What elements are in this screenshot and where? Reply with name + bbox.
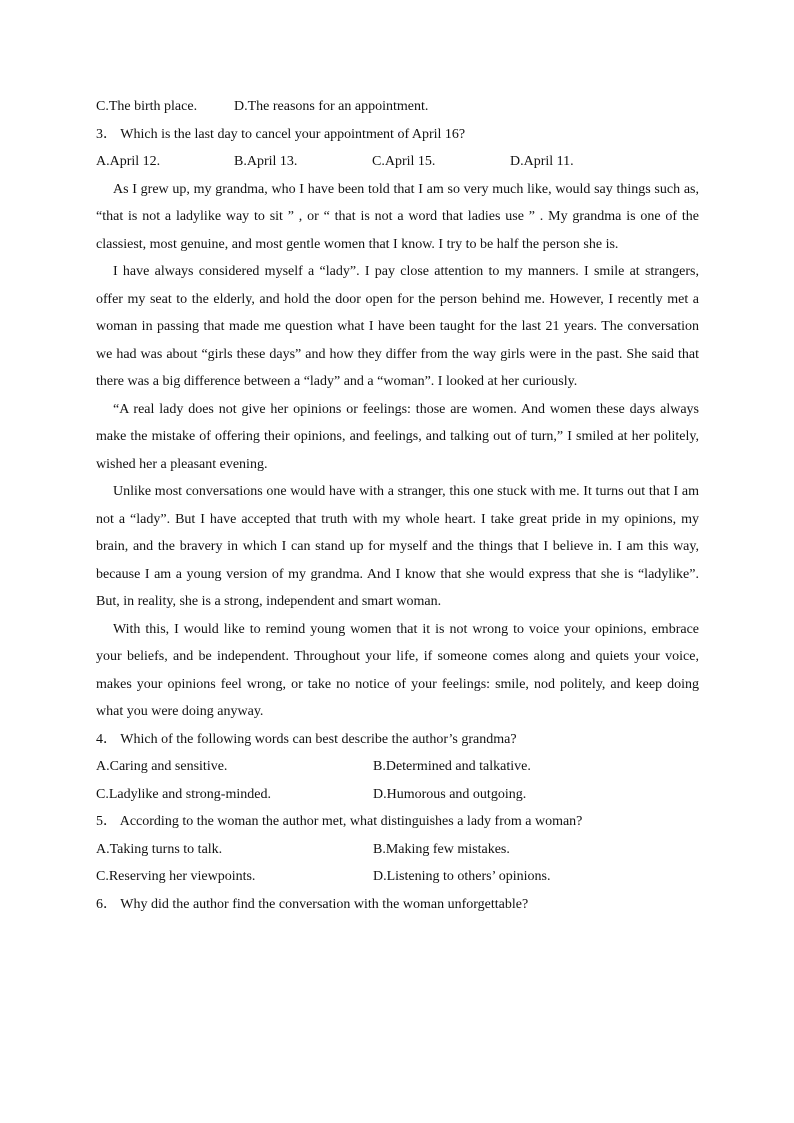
q3-question: 3． Which is the last day to cancel your appointment of April 16? xyxy=(96,126,466,142)
q5-option-d: D.Listening to others’ opinions. xyxy=(373,869,551,884)
q4-options-row-2 xyxy=(96,781,699,809)
q4-option-b: B.Determined and talkative. xyxy=(373,759,531,774)
q5-options-row-1 xyxy=(96,836,699,864)
q4-option-c: C.Ladylike and strong-minded. xyxy=(96,786,271,802)
q6-question: 6． Why did the author find the conversation with the woman unforgettable? xyxy=(96,896,529,912)
q4-option-a: A.Caring and sensitive. xyxy=(96,759,228,774)
q2-option-d: D.The reasons for an appointment. xyxy=(234,99,429,114)
q5-option-a: A.Taking turns to talk. xyxy=(96,841,223,857)
passage-paragraph-1: As I grew up, my grandma, who I have been told that I am so very much like, would say things such as, “that is not a ladylike way to sit ” , or “ that is not a word that ladies use ” . My grandma is one of the classiest, most genuine, and most gentle women that I know. I try to be half the person she is. xyxy=(96,181,699,252)
passage-paragraph-4: Unlike most conversations one would have with a stranger, this one stuck with me. It turns out that I am not a “lady”. But I have accepted that truth with my whole heart. I take great pride in my opinions, my brain, and the bravery in which I can stand up for myself and the things that I believe in. I am this way, because I am a young version of my grandma. And I know that she would express that she is “ladylike”. But, in reality, she is a strong, independent and smart woman. xyxy=(96,484,699,609)
q4-options-row-1 xyxy=(96,753,699,781)
q4-option-d: D.Humorous and outgoing. xyxy=(373,786,527,802)
passage-paragraph-3: “A real lady does not give her opinions or feelings: those are women. And women these days always make the mistake of offering their opinions, and feelings, and talking out of turn,” I smiled at her politely, wished her a pleasant evening. xyxy=(96,401,699,472)
q5-option-b: B.Making few mistakes. xyxy=(373,841,510,857)
q3-option-c: C.April 15. xyxy=(372,154,436,169)
q2-option-c: C.The birth place. xyxy=(96,99,198,114)
q3-option-a: A.April 12. xyxy=(96,154,161,169)
passage-paragraph-2: I have always considered myself a “lady”. I pay close attention to my manners. I smile at strangers, offer my seat to the elderly, and hold the door open for the person behind me. However, I recently met a woman in passing that made me question what I have been taught for the last 21 years. The conversation we had was about “girls these days” and how they differ from the way girls were in the past. She said that there was a big difference between a “lady” and a “woman”. I looked at her curiously. xyxy=(96,264,699,389)
q5-options-row-2 xyxy=(96,863,699,891)
q3-options-row xyxy=(96,148,699,176)
q2-options-row xyxy=(96,93,699,121)
q5-question: 5． According to the woman the author met, what distinguishes a lady from a woman? xyxy=(96,814,583,829)
q4-question: 4． Which of the following words can best describe the author’s grandma? xyxy=(96,731,517,747)
exam-page xyxy=(96,93,699,918)
q3-option-d: D.April 11. xyxy=(510,154,574,169)
passage-paragraph-5: With this, I would like to remind young women that it is not wrong to voice your opinions, embrace your beliefs, and be independent. Throughout your life, if someone comes along and quiets your voice, makes your opinions feel wrong, or take no notice of your feelings: smile, nod politely, and keep doing what you were doing anyway. xyxy=(96,621,699,719)
q3-option-b: B.April 13. xyxy=(234,154,298,169)
q5-option-c: C.Reserving her viewpoints. xyxy=(96,869,256,884)
